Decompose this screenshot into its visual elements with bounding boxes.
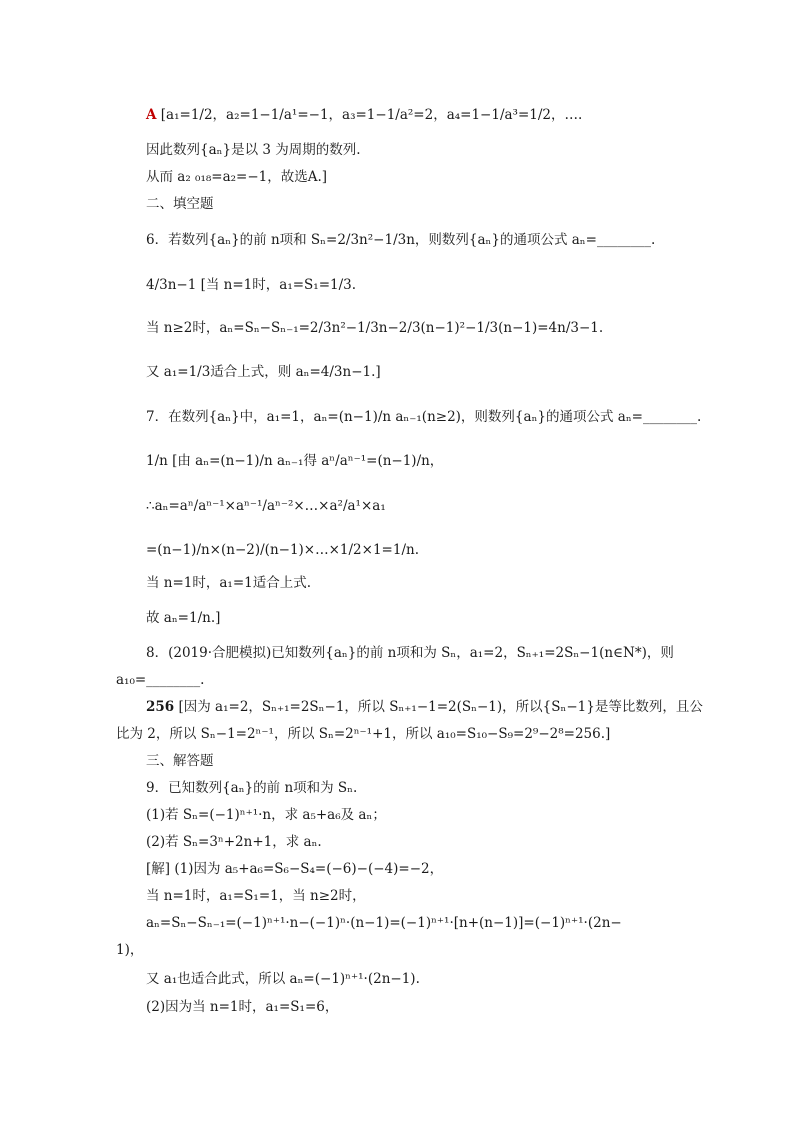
q7-answer-line2: ∴aₙ=aⁿ/aⁿ⁻¹×aⁿ⁻¹/aⁿ⁻²×…×a²/a¹×a₁ bbox=[146, 498, 386, 514]
q7-answer-line1: 1/n [由 aₙ=(n−1)/n aₙ₋₁得 aⁿ/aⁿ⁻¹=(n−1)/n， bbox=[146, 453, 444, 469]
q5-answer-line1 bbox=[146, 106, 582, 124]
q8-question-line1: 8．(2019·合肥模拟)已知数列{aₙ}的前 n项和为 Sₙ，a₁=2，Sₙ₊₁=2Sₙ−1(n∈N*)，则 bbox=[146, 645, 674, 661]
q6-question: 6．若数列{aₙ}的前 n项和 Sₙ=2/3n²−1/3n，则数列{aₙ}的通项公式 aₙ=________. bbox=[146, 232, 656, 248]
q5-answer-line2: 因此数列{aₙ}是以 3 为周期的数列. bbox=[146, 142, 361, 158]
q9-solution-line3: aₙ=Sₙ−Sₙ₋₁=(−1)ⁿ⁺¹·n−(−1)ⁿ·(n−1)=(−1)ⁿ⁺¹·[n+(n−1)]=(−1)ⁿ⁺¹·(2n− bbox=[146, 915, 622, 931]
section-heading-solutions: 三、解答题 bbox=[146, 753, 214, 769]
q7-answer-line3: =(n−1)/n×(n−2)/(n−1)×…×1/2×1=1/n. bbox=[146, 542, 419, 558]
q8-answer-line1 bbox=[146, 698, 703, 716]
q6-answer-line1: 4/3n−1 [当 n=1时，a₁=S₁=1/3. bbox=[146, 277, 357, 293]
q9-part2: (2)若 Sₙ=3ⁿ+2n+1，求 aₙ. bbox=[146, 834, 322, 850]
q8-answer-number: 256 bbox=[146, 699, 175, 715]
q9-solution-line6: (2)因为当 n=1时，a₁=S₁=6， bbox=[146, 999, 339, 1015]
q9-solution-line5: 又 a₁也适合此式，所以 aₙ=(−1)ⁿ⁺¹·(2n−1). bbox=[146, 971, 420, 987]
q9-solution-line4: 1)， bbox=[116, 942, 144, 958]
q5-answer-text: [a₁=1/2，a₂=1−1/a¹=−1，a₃=1−1/a²=2，a₄=1−1/a³=1/2，…. bbox=[160, 107, 583, 123]
q7-answer-line4: 当 n=1时，a₁=1适合上式. bbox=[146, 575, 312, 591]
q7-answer-line5: 故 aₙ=1/n.] bbox=[146, 610, 221, 626]
q8-answer-line2: 比为 2，所以 Sₙ−1=2ⁿ⁻¹，所以 Sₙ=2ⁿ⁻¹+1，所以 a₁₀=S₁₀−S₉=2⁹−2⁸=256.] bbox=[116, 726, 611, 742]
q8-question-line2: a₁₀=________. bbox=[116, 672, 205, 688]
q8-answer-text: [因为 a₁=2，Sₙ₊₁=2Sₙ−1，所以 Sₙ₊₁−1=2(Sₙ−1)，所以{Sₙ−1}是等比数列，且公 bbox=[178, 699, 703, 715]
q9-question: 9．已知数列{aₙ}的前 n项和为 Sₙ. bbox=[146, 780, 358, 796]
q9-part1: (1)若 Sₙ=(−1)ⁿ⁺¹·n，求 a₅+a₆及 aₙ； bbox=[146, 807, 386, 823]
q7-question: 7．在数列{aₙ}中，a₁=1，aₙ=(n−1)/n aₙ₋₁(n≥2)，则数列{aₙ}的通项公式 aₙ=________. bbox=[146, 409, 702, 425]
q9-solution-line1: [解] (1)因为 a₅+a₆=S₆−S₄=(−6)−(−4)=−2， bbox=[146, 861, 444, 877]
q9-solution-line2: 当 n=1时，a₁=S₁=1，当 n≥2时， bbox=[146, 888, 366, 904]
q5-answer-letter: A bbox=[146, 107, 157, 123]
q6-answer-line3: 又 a₁=1/3适合上式，则 aₙ=4/3n−1.] bbox=[146, 364, 381, 380]
q6-answer-line2: 当 n≥2时，aₙ=Sₙ−Sₙ₋₁=2/3n²−1/3n−2/3(n−1)²−1/3(n−1)=4n/3−1. bbox=[146, 320, 604, 336]
section-heading-fill-in: 二、填空题 bbox=[146, 196, 214, 212]
q5-answer-line3: 从而 a₂ ₀₁₈=a₂=−1，故选A.] bbox=[146, 169, 328, 185]
